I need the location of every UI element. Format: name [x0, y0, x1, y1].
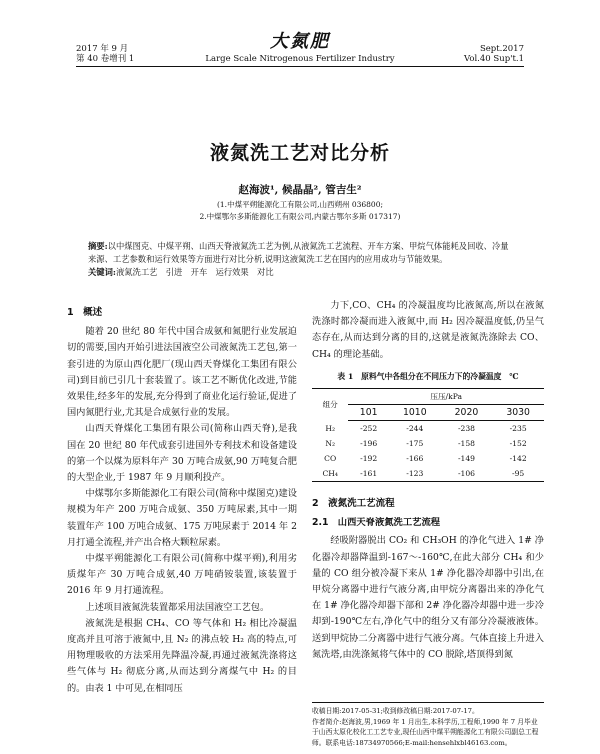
abstract — [88, 240, 512, 266]
journal-title-cn: 大氮肥 — [270, 31, 330, 52]
paragraph: 随着 20 世纪 80 年代中国合成氨和氮肥行业发展迫切的需要,国内开始引进法国液空公司液氮洗工艺包,第一套引进的为原山西化肥厂(现山西天脊煤化工集团有限公司)到目前已引几十套装置了。该工艺不断优化改进,节能效果佳,经多年的发展,充分得到了商业化运行验证,促进了国内氮肥行业,尤其是合成氨行业的发展。 — [67, 326, 297, 419]
table-group-header: 压压/kPa — [348, 389, 544, 405]
paragraph: 中煤平朔能源化工有限公司(简称中煤平朔),利用劣质煤年产 30 万吨合成氨,40 万吨硝铵装置,该装置于 2016 年 9 月打通流程。 — [67, 553, 297, 597]
journal-title-en: Large Scale Nitrogenous Fertilizer Industry — [205, 54, 395, 64]
table-cell: -149 — [457, 454, 475, 464]
section-heading: 2 液氮洗工艺流程 — [312, 498, 395, 510]
table-cell: -123 — [389, 466, 441, 482]
header-date: 2017 年 9 月 — [76, 44, 129, 54]
table-cell: -252 — [360, 424, 378, 434]
table-cell: -244 — [406, 424, 424, 434]
abstract-label: 摘要: — [88, 241, 108, 251]
table-cell: -142 — [509, 454, 527, 464]
table-row — [312, 421, 544, 437]
table-caption: 表 1 原料气中各组分在不同压力下的冷凝温度 ℃ — [337, 371, 519, 381]
header-divider — [76, 66, 524, 67]
table-cell: -95 — [492, 466, 544, 482]
affiliation-line: (1.中煤平朔能源化工有限公司,山西朔州 036800; — [216, 200, 383, 209]
subsection-heading: 2.1 山西天脊液氮洗工艺流程 — [312, 517, 441, 529]
keywords-label: 关键词: — [88, 267, 116, 277]
table-cell: -161 — [348, 466, 389, 482]
table-cell: -192 — [360, 454, 378, 464]
paper-authors: 赵海波¹, 候晶晶², 管吉生² — [238, 184, 362, 196]
header-right — [464, 44, 524, 64]
table-cell: N₂ — [325, 439, 336, 449]
paper-title: 液氮洗工艺对比分析 — [209, 142, 390, 164]
table-cell: -235 — [509, 424, 527, 434]
table-col-header: 3030 — [492, 405, 544, 421]
keywords — [88, 266, 512, 279]
table-cell: -238 — [457, 424, 475, 434]
paragraph: 中煤鄂尔多斯能源化工有限公司(简称中煤图克)建设规模为年产 200 万吨合成氨、350 万吨尿素,其中一期装置年产 100 万吨合成氨、175 万吨尿素于 2014 年 2 月打通全流程,并产出合格大颗粒尿素。 — [67, 488, 297, 548]
abstract-block — [88, 240, 512, 279]
table-cell: -175 — [406, 439, 424, 449]
paragraph: 力下,CO、CH₄ 的冷凝温度均比液氮高,所以在液氮洗涤时都冷凝而进入液氮中,而 H₂ 因冷凝温度低,仍呈气态存在,从而达到分离的目的,这就是液氮洗涤除去 CO、CH₄ 的理论基础。 — [312, 300, 544, 360]
header-volume: 第 40 卷增刊 1 — [76, 54, 135, 64]
paper-affiliations — [0, 199, 600, 223]
table-col-header: 2020 — [441, 405, 493, 421]
table-col-header: 101 — [348, 405, 389, 421]
footnote-received: 收稿日期:2017-05-31;收到修改稿日期:2017-07-17。 — [312, 707, 479, 715]
condensation-temperature-table — [312, 388, 544, 482]
table-row-header: 组分 — [312, 389, 348, 421]
table-col-header: 1010 — [389, 405, 441, 421]
table-cell: -152 — [509, 439, 527, 449]
affiliation-line: 2.中煤鄂尔多斯能源化工有限公司,内蒙古鄂尔多斯 017317) — [199, 212, 401, 221]
right-column — [312, 298, 544, 663]
paragraph: 经吸附器脱出 CO₂ 和 CH₃OH 的净化气进入 1# 净化器冷却器降温到-167～-160℃,在此大部分 CH₄ 和少量的 CO 组分被冷凝下来从 1# 净化器冷却器中引出,在甲烷分离器中进行气液分离,由甲烷分离器出来的净化气在 1# 净化器冷却器下部和 2# 净化器冷却器中进一步冷却到-190℃左右,净化气中的组分又有部分冷凝液液体。送到甲烷协二分离器中进行气液分离。气体直接上升进入氮洗塔,由洗涤氮将气体中的 CO 脱除,塔顶得到氮 — [312, 535, 544, 660]
table-row — [312, 466, 544, 482]
table-cell: -166 — [406, 454, 424, 464]
abstract-text: 以中煤图克、中煤平朔、山西天脊液氮洗工艺为例,从液氮洗工艺流程、开车方案、甲烷气体能耗及回收、冷量来源、工艺参数和运行效果等方面进行对比分析,说明这液氮洗工艺在国内的应用成功与节能效果。 — [88, 241, 509, 264]
table-row — [312, 451, 544, 466]
paragraph: 山西天脊煤化工集团有限公司(简称山西天脊),是我国在 20 世纪 80 年代成套引进国外专利技术和设备建设的第一个以煤为原料年产 30 万吨合成氨,90 万吨复合肥的大型企业,于 1987 年 9 月顺利投产。 — [67, 423, 297, 484]
paragraph: 液氮洗是根据 CH₄、CO 等气体和 H₂ 相比冷凝温度高并且可溶于液氮中,且 N₂ 的沸点较 H₂ 高的特点,可用物理吸收的方法采用先降温冷凝,再通过液氮洗涤将这些气体与 H₂ 彻底分离,从而达到分离煤气中 H₂ 的目的。由表 1 中可见,在相同压 — [67, 617, 297, 694]
table-cell: CH₄ — [312, 466, 348, 482]
table-cell: H₂ — [325, 423, 336, 433]
table-cell: -158 — [457, 439, 475, 449]
footnote-author-info: 作者简介:赵海波,男,1969 年 1 月出生,本科学历,工程师,1990 年 7 月毕业于山西太原化校化工工艺专业,现任山西中煤平朔能源化工有限公司副总工程师。联系电话:18734970566;E-mail:hensehlxbl46163.com。 — [312, 717, 539, 747]
header-volume-en: Vol.40 Sup't.1 — [463, 54, 524, 64]
keywords-text: 液氮洗工艺 引进 开车 运行效果 对比 — [115, 267, 274, 277]
header-date-en: Sept.2017 — [479, 44, 524, 54]
table-row — [312, 436, 544, 451]
table-cell: CO — [324, 454, 337, 464]
section-heading: 1 概述 — [67, 307, 103, 318]
paragraph: 上述项目液氮洗装置都采用法国液空工艺包。 — [85, 601, 270, 613]
left-column — [67, 305, 297, 697]
table-cell: -196 — [360, 439, 378, 449]
footnote — [312, 702, 544, 748]
table-cell: -106 — [441, 466, 493, 482]
